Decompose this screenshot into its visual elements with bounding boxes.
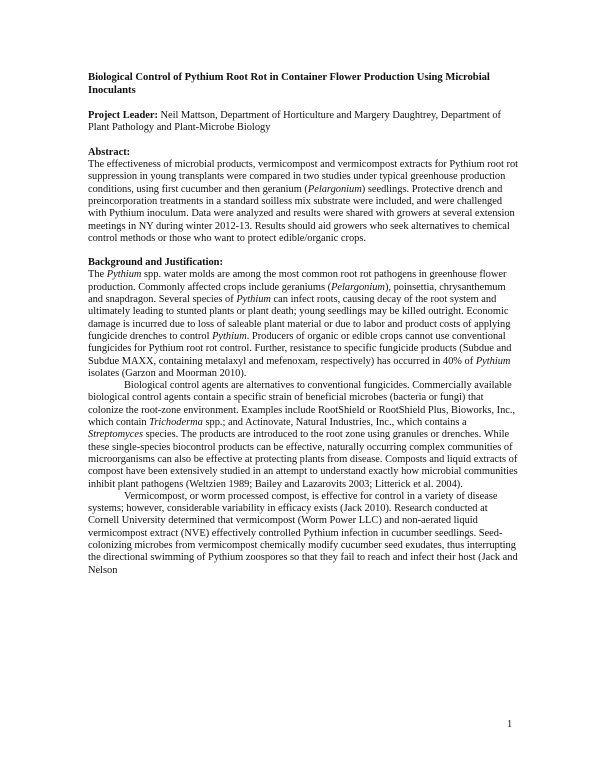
p1-text-k: isolates (Garzon and Moorman 2010).: [88, 367, 247, 379]
p1-text-a: The: [88, 269, 107, 281]
p1-text-e: ), poinsettia, chrysanthemum and snapdragon. Several species of: [88, 281, 506, 306]
abstract-paragraph: [88, 159, 520, 245]
p2-italic-d: Streptomyces: [88, 429, 144, 441]
p1-italic-f: Pythium: [236, 294, 271, 306]
project-leader: [88, 110, 520, 135]
project-leader-text: Neil Mattson, Department of Horticulture and Margery Daughtrey, Department of Plant Pathology and Plant-Microbe Biology: [88, 110, 501, 134]
abstract-text-a: The effectiveness of microbial products, vermicompost and vermicompost extracts for Pythium root rot suppression in young transplants were compared in two studies under typical greenhouse production conditions, using first cucumber and then geranium (: [88, 159, 519, 195]
project-leader-label: Project Leader:: [88, 110, 158, 122]
p1-text-c: spp. water molds are among the most common root rot pathogens in greenhouse flower production. Commonly affected crops include geraniums (: [88, 269, 507, 293]
p2-text-a: Biological control agents are alternatives to conventional fungicides. Commercially available biological control agents contain a specific strain of beneficial microbes (bacteria or fungi) that colonize the root-zone environment. Examples include RootShield or RootShield Plus, Bioworks, Inc., which contain: [88, 380, 516, 429]
background-section: [88, 257, 520, 577]
page-number: 1: [507, 719, 513, 730]
p1-italic-b: Pythium: [106, 269, 142, 281]
abstract-italic-pelargonium: Pelargonium: [307, 183, 362, 195]
p1-italic-j: Pythium: [475, 355, 511, 367]
abstract-heading: Abstract:: [88, 146, 131, 158]
document-page: [88, 72, 520, 577]
background-heading: Background and Justification:: [88, 257, 223, 269]
p2-italic-b: Trichoderma: [149, 417, 203, 429]
abstract-text-c: ) seedlings. Protective drench and preincorporation treatments in a standard soilless mix substrate were included, and were challenged with Pythium inoculum. Data were analyzed and results were shared with growers at several extension meetings in NY during winter 2012-13. Results should aid growers who seek alternatives to chemical control methods or those who want to protect edible/organic crops.: [88, 183, 515, 244]
document-title: Biological Control of Pythium Root Rot in Container Flower Production Using Microbial Inoculants: [88, 72, 490, 96]
background-paragraph-1: [88, 269, 520, 380]
p1-text-i: . Producers of organic or edible crops cannot use conventional fungicides for Pythium root rot control. Further, resistance to specific fungicide products (Subdue and Subdue MAXX, containing metalaxyl and mefenoxam, respectively) has occurred in 40% of: [88, 330, 512, 367]
abstract-section: [88, 147, 520, 245]
p1-italic-d: Pelargonium: [331, 281, 385, 293]
p2-text-e: species. The products are introduced to the root zone using granules or drenches. While these single-species biocontrol products can be effective, naturally occurring complex communities of microorganisms can also be effective at protecting plants from disease. Composts and liquid extracts of compost have been extensively studied in an attempt to understand exactly how microbial communities inhibit plant pathogens (Weltzien 1989; Bailey and Lazarovits 2003; Litterick et al. 2004).: [88, 429, 518, 490]
p1-text-g: can infect roots, causing decay of the root system and ultimately leading to stunted plants or plant death; young seedlings may be killed outright. Economic damage is incurred due to loss of saleable plant material or due to labor and product costs of applying fungicide drenches to control: [88, 294, 511, 342]
p2-text-c: spp.; and Actinovate, Natural Industries, Inc., which contains a: [202, 417, 467, 429]
p1-italic-h: Pythium: [212, 330, 247, 342]
background-paragraph-3: Vermicompost, or worm processed compost, is effective for control in a variety of disease systems; however, considerable variability in efficacy exists (Jack 2010). Research conducted at Cornell University determined that vermicompost (Worm Power LLC) and non-aerated liquid vermicompost extract (NVE) effectively controlled Pythium infection in cucumber seedlings. Seed-colonizing microbes from vermicompost chemically modify cucumber seed exudates, thus interrupting the directional swimming of Pythium zoospores so that they fail to reach and infect their host (Jack and Nelson: [88, 490, 518, 576]
background-paragraph-2: [88, 380, 520, 491]
